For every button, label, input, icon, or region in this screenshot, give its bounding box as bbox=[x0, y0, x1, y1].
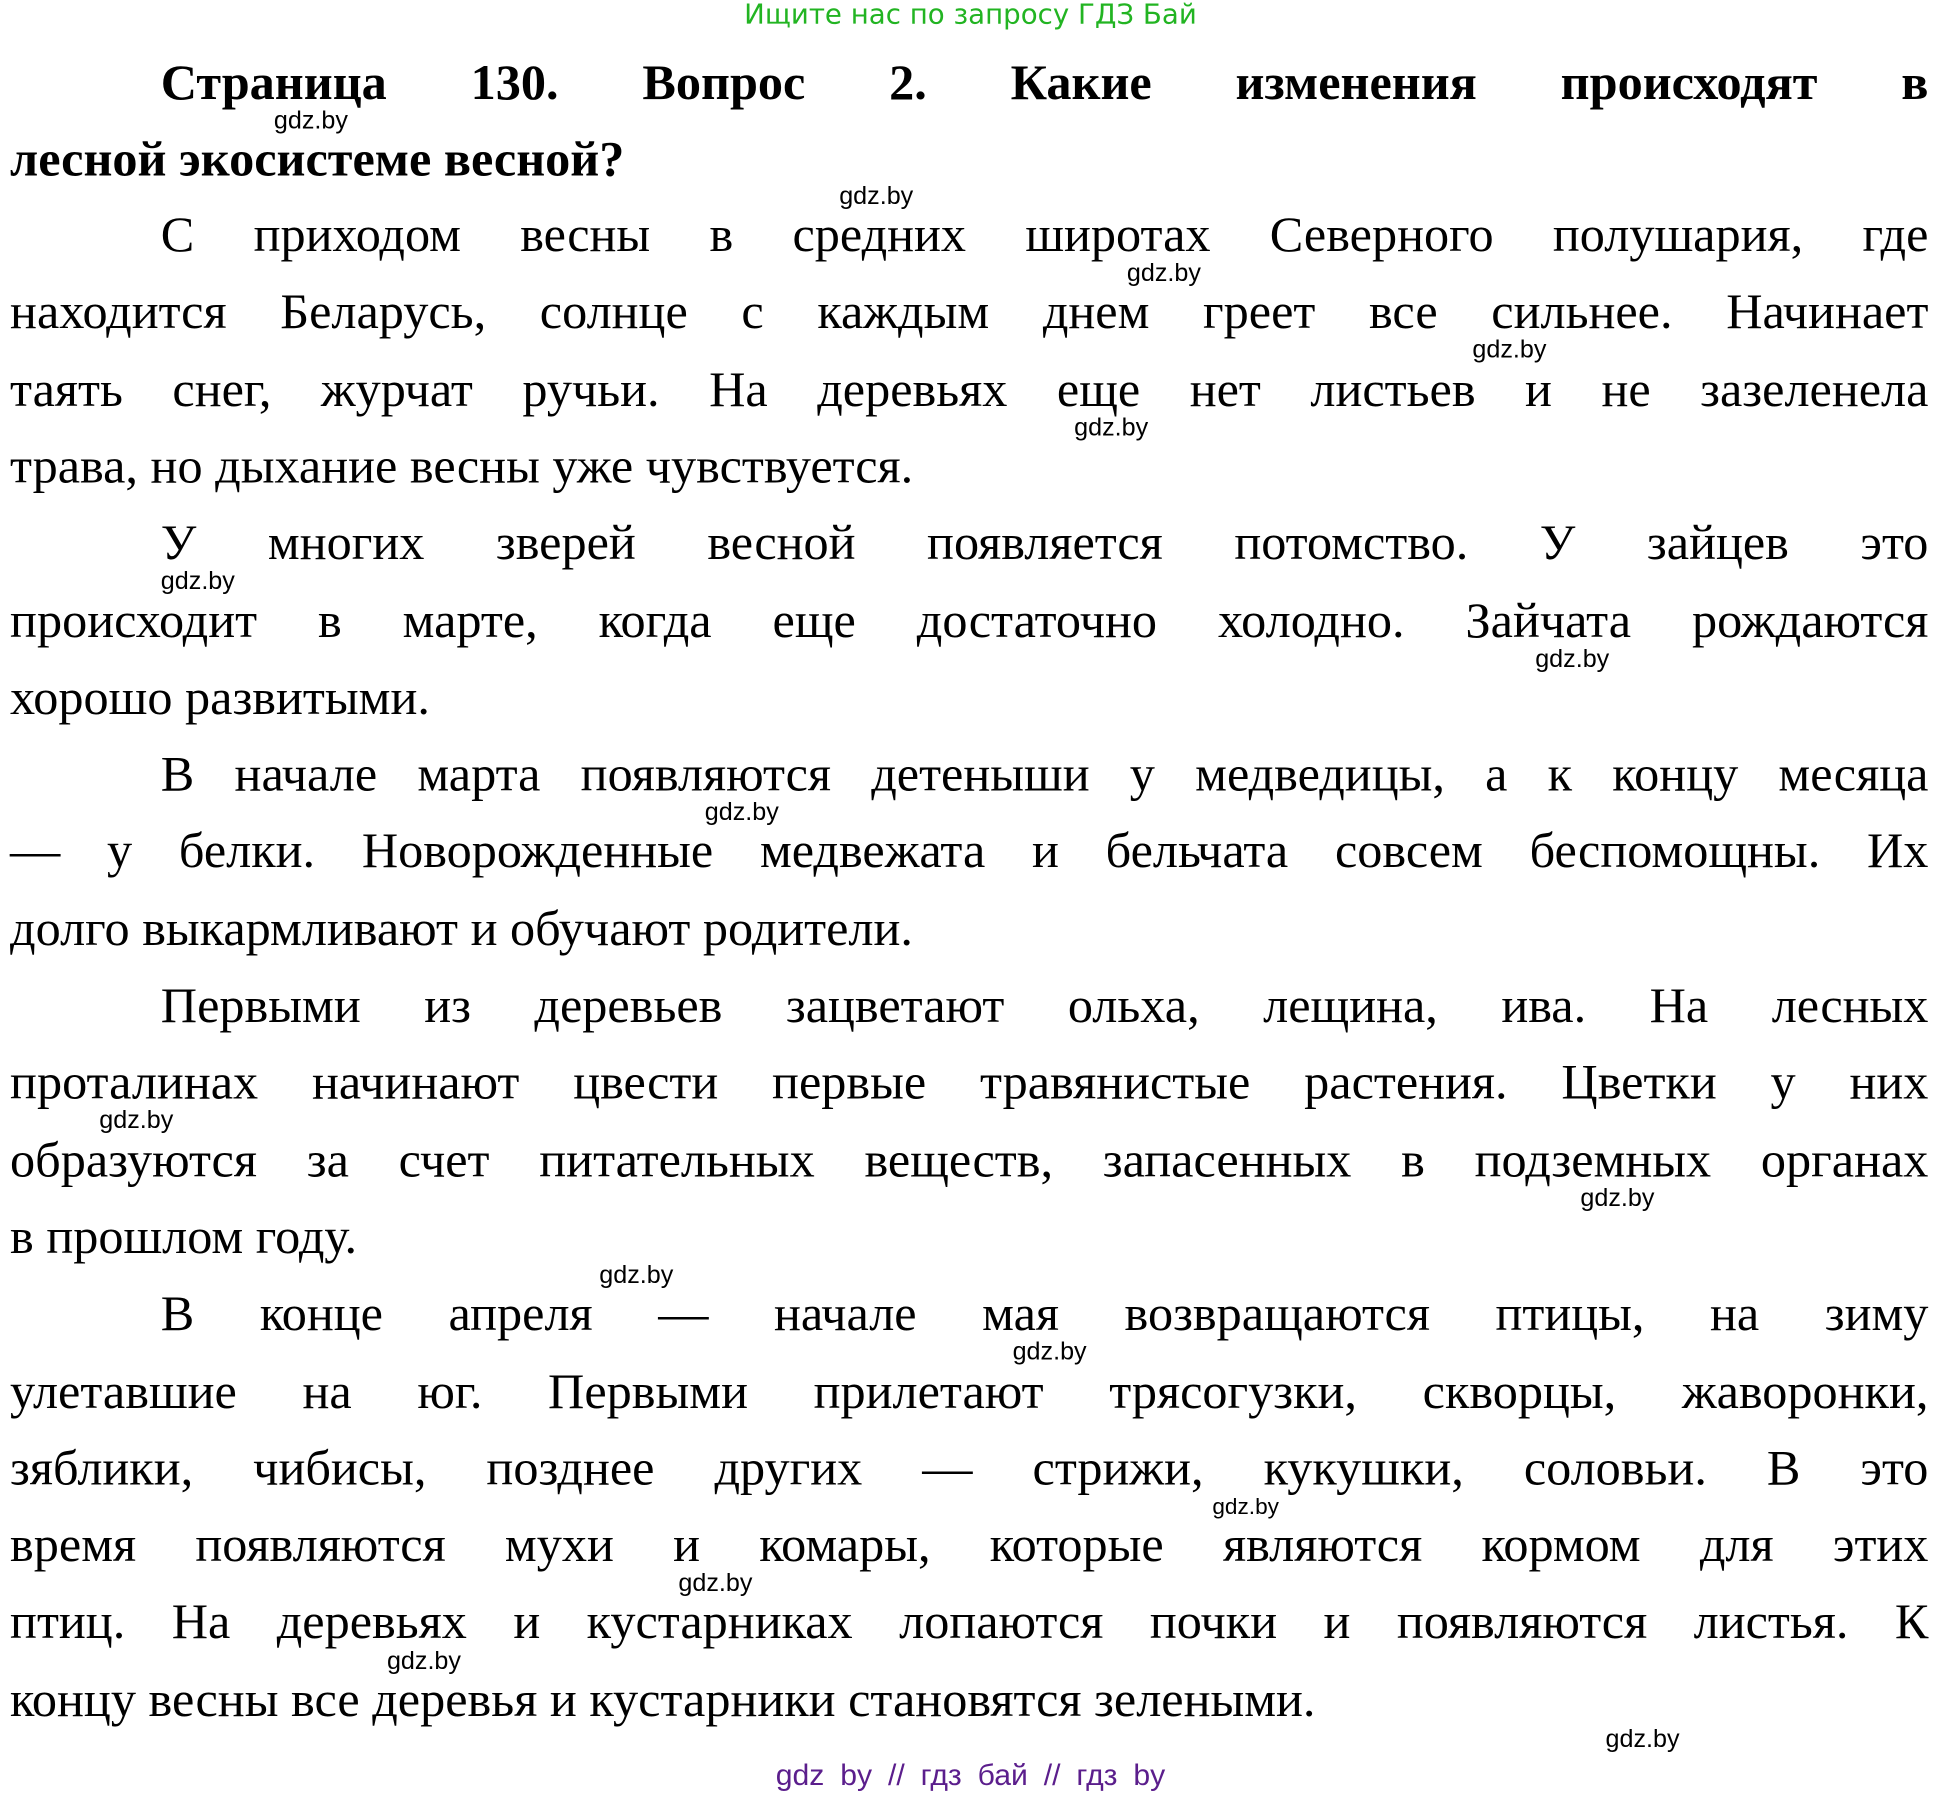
text-line: трава, но дыхание весны уже чувствуется. bbox=[10, 437, 914, 494]
text-line: В начале марта появляются детеныши у медведицы, а к концу месяца bbox=[160, 746, 1929, 802]
text-line: образуются за счет питательных веществ, запасенных в подземных органах bbox=[10, 1131, 1929, 1188]
watermark: gdz.by bbox=[704, 799, 779, 827]
text-line: концу весны все деревья и кустарники становятся зелеными. bbox=[10, 1670, 1316, 1727]
text-line: хорошо развитыми. bbox=[10, 669, 430, 725]
watermark: gdz.by bbox=[1605, 1725, 1680, 1753]
watermark: gdz.by bbox=[160, 568, 235, 596]
watermark: gdz.by bbox=[1012, 1338, 1087, 1367]
text-line: улетавшие на юг. Первыми прилетают трясогузки, скворцы, жаворонки, bbox=[10, 1362, 1929, 1419]
watermark: gdz.by bbox=[386, 1647, 461, 1675]
watermark: gdz.by bbox=[678, 1570, 753, 1598]
text-line: У многих зверей весной появляется потомство. У зайцев это bbox=[160, 514, 1929, 571]
watermark: gdz.by bbox=[1580, 1184, 1655, 1213]
watermark: gdz.by bbox=[1535, 645, 1610, 673]
text-line: происходит в марте, когда еще достаточно холодно. Зайчата рождаются bbox=[10, 591, 1929, 648]
text-line: долго выкармливают и обучают родители. bbox=[10, 900, 913, 956]
text-line: Первыми из деревьев зацветают ольха, лещина, ива. На лесных bbox=[160, 977, 1929, 1033]
site-header-link[interactable]: Ищите нас по запросу ГДЗ Бай bbox=[744, 0, 1197, 31]
text-line: В конце апреля — начале мая возвращаются птицы, на зиму bbox=[160, 1285, 1929, 1342]
watermark: gdz.by bbox=[1472, 337, 1547, 365]
watermark: gdz.by bbox=[99, 1107, 174, 1135]
text-line: лесной экосистеме весной? bbox=[10, 130, 625, 187]
watermark: gdz.by bbox=[839, 183, 914, 211]
watermark: gdz.by bbox=[1074, 414, 1149, 442]
watermark: gdz.by bbox=[599, 1261, 674, 1290]
text-line: проталинах начинают цвести первые травянистые растения. Цветки у них bbox=[10, 1054, 1929, 1111]
text-line: зяблики, чибисы, позднее других — стрижи, кукушки, соловьи. В это bbox=[10, 1439, 1929, 1496]
text-line: время появляются мухи и комары, которые являются кормом для этих bbox=[10, 1516, 1929, 1573]
watermark: gdz.by bbox=[1212, 1494, 1279, 1520]
text-line: С приходом весны в средних широтах Северного полушария, где bbox=[160, 206, 1929, 263]
text-line: находится Беларусь, солнце с каждым днем греет все сильнее. Начинает bbox=[10, 283, 1929, 340]
text-line: — у белки. Новорожденные медвежата и бельчата совсем беспомощны. Их bbox=[10, 823, 1929, 879]
watermark: gdz.by bbox=[1126, 259, 1201, 288]
text-line: в прошлом году. bbox=[10, 1208, 358, 1265]
text-line: Страница 130. Вопрос 2. Какие изменения происходят в bbox=[160, 54, 1929, 111]
text-line: таять снег, журчат ручьи. На деревьях еще нет листьев и не зазеленела bbox=[10, 360, 1929, 417]
watermark: gdz.by bbox=[273, 107, 348, 135]
footer-links[interactable]: gdz by // гдз бай // гдз by bbox=[775, 1759, 1166, 1793]
text-line: птиц. На деревьях и кустарниках лопаются почки и появляются листья. К bbox=[10, 1593, 1929, 1650]
